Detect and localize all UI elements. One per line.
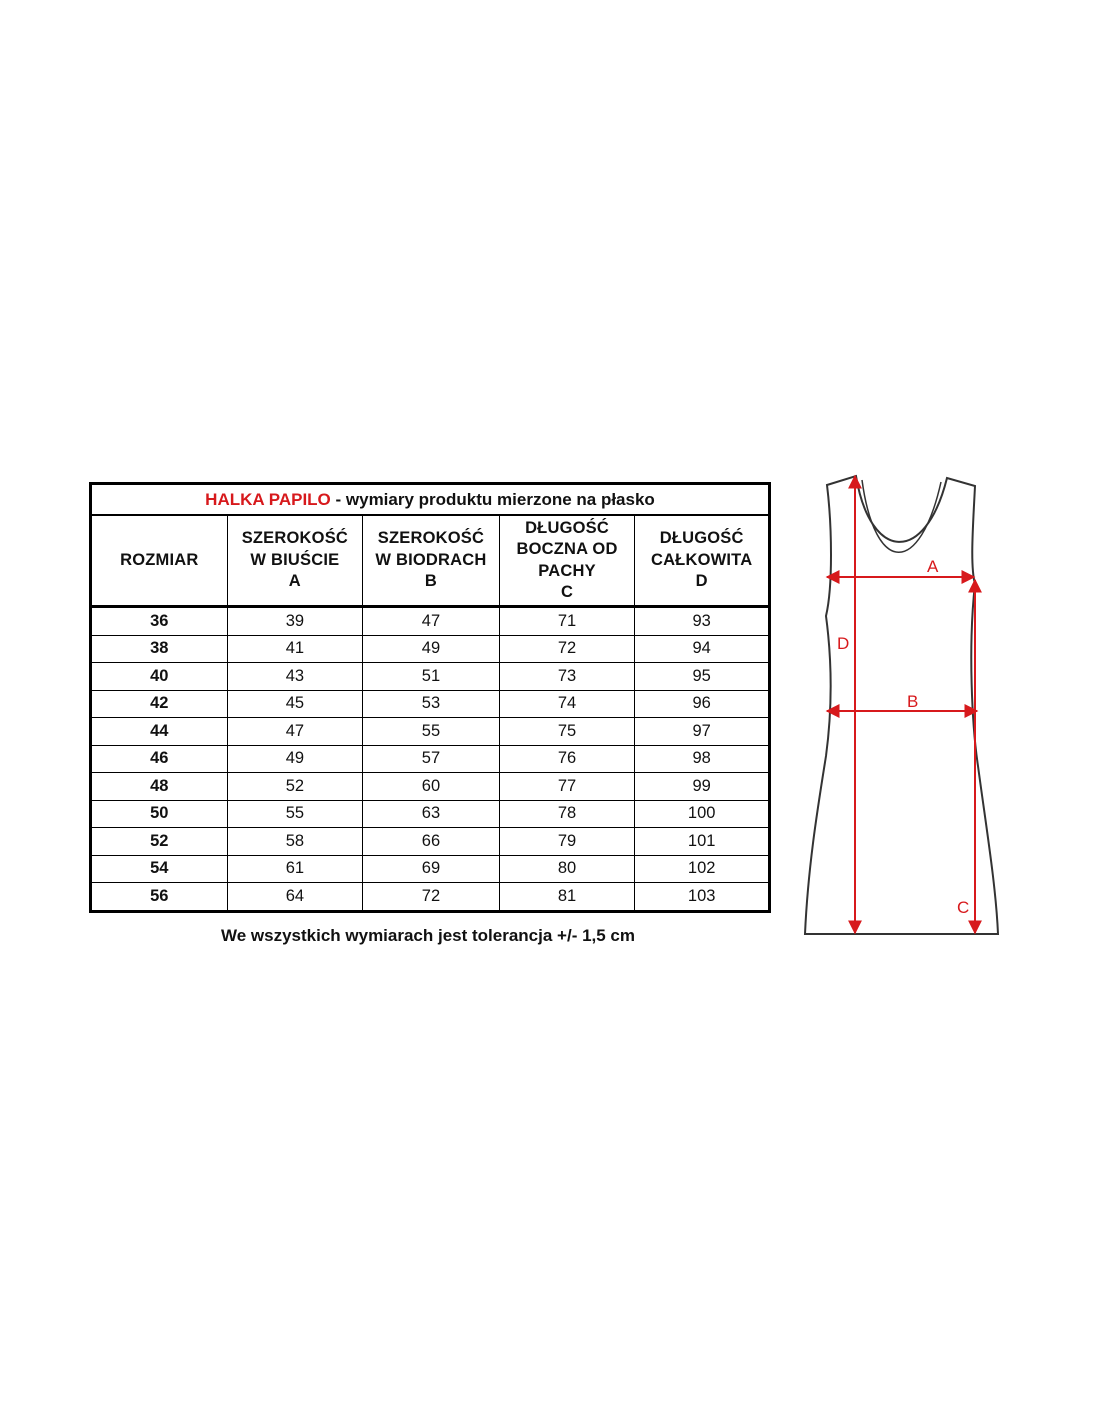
size-cell: 52 [91, 828, 228, 856]
size-cell: 56 [91, 883, 228, 912]
measurement-cell: 52 [227, 773, 363, 801]
column-header-line: DŁUGOŚĆ [659, 529, 744, 548]
header-row [91, 515, 770, 607]
column-header-line: SZEROKOŚĆ [241, 529, 349, 548]
measurement-cell: 100 [635, 800, 770, 828]
measurement-cell: 60 [363, 773, 500, 801]
measurement-cell: 79 [499, 828, 635, 856]
column-header [227, 515, 363, 607]
dress-diagram [800, 466, 1010, 946]
measurement-cell: 96 [635, 690, 770, 718]
table-row [91, 745, 770, 773]
table-row [91, 718, 770, 746]
column-header [635, 515, 770, 607]
label-b: B [907, 692, 919, 711]
table-row [91, 855, 770, 883]
label-a: A [927, 557, 939, 576]
size-cell: 42 [91, 690, 228, 718]
dress-outline [805, 476, 998, 934]
measurement-cell: 99 [635, 773, 770, 801]
column-header-line: C [560, 583, 574, 601]
measurement-cell: 103 [635, 883, 770, 912]
measurement-cell: 58 [227, 828, 363, 856]
measurement-cell: 39 [227, 607, 363, 636]
size-cell: 40 [91, 663, 228, 691]
table-body [91, 607, 770, 912]
measurement-cell: 53 [363, 690, 500, 718]
column-header-line: SZEROKOŚĆ [377, 529, 485, 548]
measurement-cell: 41 [227, 635, 363, 663]
table-title [91, 484, 770, 516]
measurement-cell: 73 [499, 663, 635, 691]
size-cell: 38 [91, 635, 228, 663]
size-cell: 36 [91, 607, 228, 636]
column-header-line: A [288, 572, 301, 591]
measurement-cell: 47 [363, 607, 500, 636]
measurement-cell: 72 [363, 883, 500, 912]
measurement-cell: 75 [499, 718, 635, 746]
table-row [91, 828, 770, 856]
measurement-cell: 78 [499, 800, 635, 828]
column-header-line: CAŁKOWITA [650, 550, 753, 569]
size-table [89, 482, 771, 913]
label-c: C [957, 898, 970, 917]
column-header-line: DŁUGOŚĆ [525, 518, 609, 537]
measurement-cell: 72 [499, 635, 635, 663]
measurement-cell: 57 [363, 745, 500, 773]
size-chart [89, 482, 771, 913]
column-header-line: W BIODRACH [375, 550, 487, 569]
column-header-line: W BIUŚCIE [250, 550, 340, 569]
label-d: D [837, 634, 850, 653]
table-row [91, 883, 770, 912]
measurement-cell: 77 [499, 773, 635, 801]
measurement-cell: 98 [635, 745, 770, 773]
size-cell: 46 [91, 745, 228, 773]
column-header-line: D [695, 572, 708, 591]
measurement-cell: 49 [227, 745, 363, 773]
measurement-cell: 80 [499, 855, 635, 883]
table-row [91, 663, 770, 691]
table-row [91, 690, 770, 718]
table-title-text: - wymiary produktu mierzone na płasko [330, 489, 655, 509]
size-cell: 44 [91, 718, 228, 746]
measurement-cell: 97 [635, 718, 770, 746]
column-header-line: B [424, 572, 437, 591]
table-row [91, 773, 770, 801]
measurement-cell: 55 [227, 800, 363, 828]
measurement-cell: 55 [363, 718, 500, 746]
measurement-cell: 94 [635, 635, 770, 663]
column-header-line: BOCZNA OD [516, 540, 618, 558]
size-cell: 50 [91, 800, 228, 828]
size-cell: 48 [91, 773, 228, 801]
measurement-cell: 81 [499, 883, 635, 912]
measurement-cell: 101 [635, 828, 770, 856]
measurement-cell: 74 [499, 690, 635, 718]
column-header [363, 515, 500, 607]
measurement-cell: 69 [363, 855, 500, 883]
measurement-cell: 66 [363, 828, 500, 856]
column-header [91, 515, 228, 607]
measurement-cell: 51 [363, 663, 500, 691]
measurement-cell: 47 [227, 718, 363, 746]
measurement-cell: 71 [499, 607, 635, 636]
size-cell: 54 [91, 855, 228, 883]
measurement-cell: 63 [363, 800, 500, 828]
column-header-line: PACHY [538, 561, 596, 580]
measurement-cell: 49 [363, 635, 500, 663]
column-header-line: ROZMIAR [120, 550, 199, 569]
measurement-cell: 76 [499, 745, 635, 773]
measurement-cell: 43 [227, 663, 363, 691]
measurement-cell: 45 [227, 690, 363, 718]
table-row [91, 607, 770, 636]
column-header [499, 515, 635, 607]
product-name: HALKA PAPILO [205, 489, 331, 509]
measurement-cell: 93 [635, 607, 770, 636]
table-row [91, 800, 770, 828]
table-row [91, 635, 770, 663]
measurement-cell: 95 [635, 663, 770, 691]
measurement-cell: 64 [227, 883, 363, 912]
measurement-cell: 102 [635, 855, 770, 883]
tolerance-note: We wszystkich wymiarach jest tolerancja +/- 1,5 cm [220, 926, 636, 945]
measurement-cell: 61 [227, 855, 363, 883]
